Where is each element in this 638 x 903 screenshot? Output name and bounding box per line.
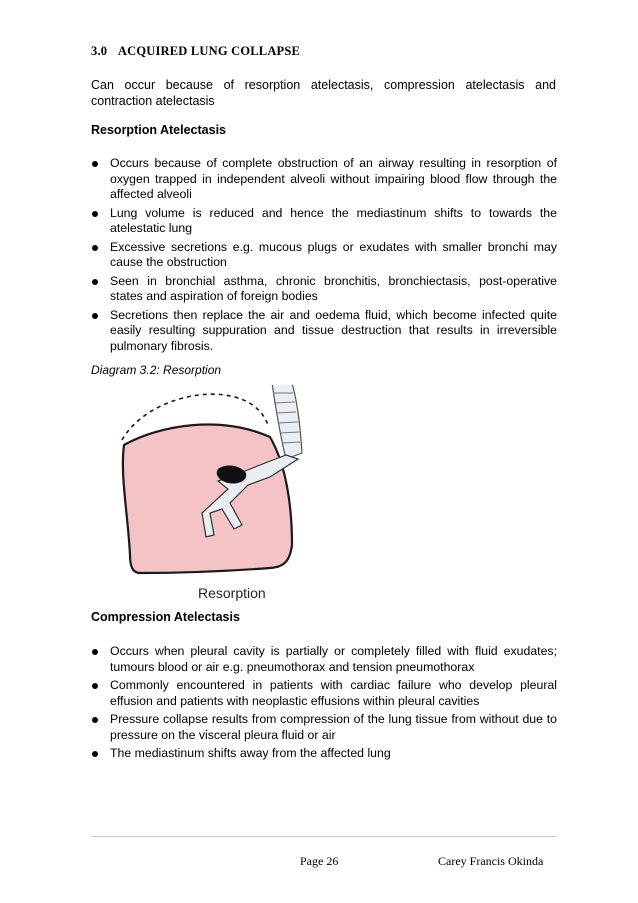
resorption-diagram xyxy=(110,385,310,610)
intro-paragraph: Can occur because of resorption atelectasis, compression atelectasis and contraction atelectasis xyxy=(91,78,556,108)
section-title-text: ACQUIRED LUNG COLLAPSE xyxy=(117,44,301,58)
section-number: 3.0 xyxy=(91,44,108,58)
list-item: The mediastinum shifts away from the affected lung xyxy=(91,746,557,762)
list-item: Occurs because of complete obstruction of an airway resulting in resorption of oxygen trapped in independent alveoli without impairing blood flow through the affected alveoli xyxy=(91,156,557,203)
bullet-icon xyxy=(92,161,98,167)
compression-heading: Compression Atelectasis xyxy=(91,610,240,624)
resorption-heading: Resorption Atelectasis xyxy=(91,123,226,137)
footer-author: Carey Francis Okinda xyxy=(438,854,544,868)
page-number: Page 26 xyxy=(300,854,339,868)
list-item: Excessive secretions e.g. mucous plugs or exudates with smaller bronchi may cause the obstruction xyxy=(91,240,557,271)
bullet-icon xyxy=(92,717,98,723)
list-item: Secretions then replace the air and oedema fluid, which become infected quite easily resulting suppuration and tissue destruction that results in irreversible pulmonary fibrosis. xyxy=(91,308,557,355)
bullet-icon xyxy=(92,279,98,285)
footer-divider xyxy=(91,836,557,837)
list-item: Occurs when pleural cavity is partially or completely filled with fluid exudates; tumours blood or air e.g. pneumothorax and tension pneumothorax xyxy=(91,644,557,675)
bullet-icon xyxy=(92,751,98,757)
bullet-icon xyxy=(92,313,98,319)
section-title xyxy=(91,44,300,59)
diagram-label: Resorption xyxy=(198,585,266,601)
list-item: Pressure collapse results from compression of the lung tissue from without due to pressure on the visceral pleura fluid or air xyxy=(91,712,557,743)
resorption-bullet-list xyxy=(91,156,557,357)
collapsed-lung xyxy=(123,425,292,573)
bullet-icon xyxy=(92,211,98,217)
bullet-icon xyxy=(92,649,98,655)
compression-bullet-list xyxy=(91,644,557,765)
diagram-caption: Diagram 3.2: Resorption xyxy=(91,363,222,377)
list-item: Commonly encountered in patients with cardiac failure who develop pleural effusion and patients with neoplastic effusions within pleural cavities xyxy=(91,678,557,709)
bullet-icon xyxy=(92,245,98,251)
list-item: Lung volume is reduced and hence the mediastinum shifts to towards the atelestatic lung xyxy=(91,206,557,237)
list-item: Seen in bronchial asthma, chronic bronchitis, bronchiectasis, post-operative states and aspiration of foreign bodies xyxy=(91,274,557,305)
bullet-icon xyxy=(92,683,98,689)
